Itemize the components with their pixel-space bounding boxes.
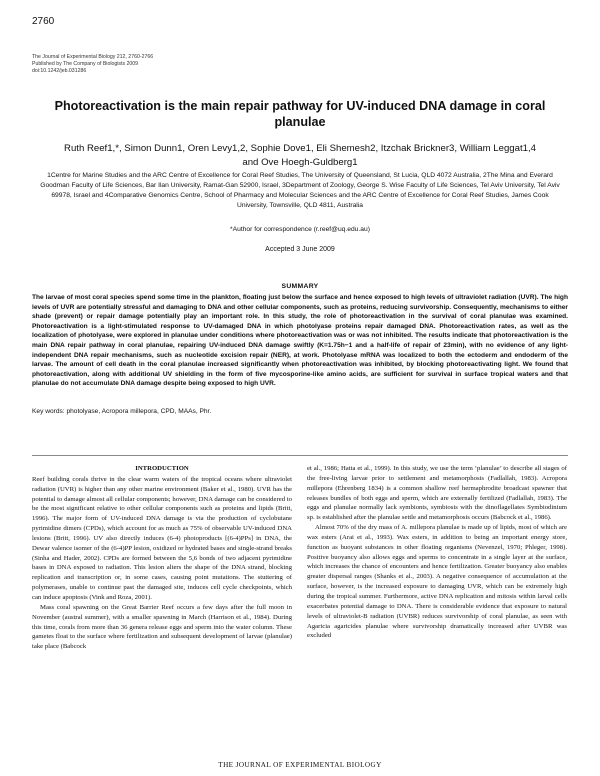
intro-paragraph-4: Almost 70% of the dry mass of A. millepora planulae is made up of lipids, most of which are wax esters (Arai et al., 1993). Wax esters, in addition to being an important energy store, function as buoyant substances in other floating organisms (Nevenzel, 1970; Phleger, 1998). Positive buoyancy also allows eggs and sperms to concentrate in a single layer at the surface, which increases the chance of encounters and hence fertilization. Greater buoyancy also enables greater dispersal ranges (Shanks et al., 2003). A negative consequence of accumulation at the surface, however, is the increased exposure to damaging UVR, which can be extremely high during the tropical summer. Furthermore, active DNA replication and mitosis within larval cells exacerbates potential damage to DNA. There is considerable evidence that exposure to natural levels of ultraviolet-B radiation (UVBR) reduces survivorship of coral planulae, as seen with Agaricia agaricides planulae where survivorship dramatically increased after UVBR was excluded — [307, 524, 567, 640]
journal-citation: The Journal of Experimental Biology 212, 2760-2766 — [32, 54, 154, 60]
page-number: 2760 — [32, 16, 55, 27]
correspondence: *Author for correspondence (r.reef@uq.edu.au) — [230, 226, 370, 233]
author-list — [40, 142, 560, 170]
intro-paragraph-1: Reef building corals thrive in the clear warm waters of the tropical oceans where ultraviolet radiation (UVR) is higher than any other marine environment (Baker et al., 1980). UVR has the potential to damage almost all cellular components; however, DNA damage can be considered to be the most significant relative to other cellular components such as proteins and lipids (Britt, 1996). The major form of UV-induced DNA damage is via the production of cyclobutane pyrimidine dimers (CPDs), which account for as much as 75% of observable UV-induced DNA lesions (Britt, 1996). UV also directly induces (6-4) photoproducts [(6-4)PPs] in DNA, the Dewar valence isomer of the (6-4)PP lesion, oxidized or hydrated bases and single-strand breaks (Sinha and Hader, 2002). CPDs are formed between the 5,6 bonds of two adjacent pyrimidine bases in DNA exposed to radiation. This lesion alters the shape of the DNA strand, blocking replication and transcription or, in some cases, causing point mutations. The stuttering of polymerases, unable to continue past the damaged site, induces cell cycle checkpoints, which can induce apoptosis (Vink and Roza, 2001). — [32, 475, 292, 601]
author-line-2: and Ove Hoegh-Guldberg1 — [242, 157, 358, 168]
journal-publisher: Published by The Company of Biologists 2009 — [32, 61, 139, 67]
intro-paragraph-3: et al., 1986; Hatta et al., 1999). In this study, we use the term ‘planulae’ to describe all stages of the free-living larvae prior to settlement and metamorphosis (Fadlallah, 1983). Acropora millepora (Ehrenberg 1834) is a common shallow reef hermaphrodite broadcast spawner that releases bundles of both eggs and sperm, which are externally fertilized (Fadlallah, 1983). The eggs and planulae normally lack symbionts, symbiosis with the dinoflagellates Symbiodinium sp. is established after the planulae settle and metamorphosis occurs (Babcock et al., 1986). — [307, 465, 567, 522]
section-divider — [32, 455, 568, 456]
author-line-1: Ruth Reef1,*, Simon Dunn1, Oren Levy1,2, Sophie Dove1, Eli Shemesh2, Itzchak Brickner3, William Leggat1,4 — [64, 143, 536, 154]
summary-text: The larvae of most coral species spend some time in the plankton, floating just below the surface and hence exposed to high levels of ultraviolet radiation (UVR). The high levels of UVR are potentially stressful and damaging to DNA and other cellular components, such as proteins, reducing survivorship. Consequently, mechanisms to either shade (prevent) or repair damage potentially play an important role. In this study, the role of photoreactivation in the survival of coral planulae was examined. Photoreactivation is a light-stimulated response to UV-damaged DNA in which photolyase proteins repair damaged DNA. Photoreactivation rates, as well as the localization of photolyase, were explored in planulae under conditions where photoreactivation was or was not inhibited. The results indicate that photoreactivation is the main DNA repair pathway in coral planulae, repairing UV-induced DNA damage swiftly (K=1.75h−1 and a half-life of repair of 23min), with no evidence of any light-independent DNA repair mechanisms, such as nucleotide excision repair (NER), at work. Photolyase mRNA was localized to both the ectoderm and endoderm of the larvae. The amount of cell death in the coral planulae increased significantly when photoreactivation was inhibited, by blocking photoreactivating light. We found that photoreactivation, along with additional UV shielding in the form of five mycosporine-like amino acids, are sufficient for survival in surface tropical waters and that planulae do not accumulate DNA damage despite being exposed to high UVR. — [32, 294, 568, 388]
introduction-heading: INTRODUCTION — [135, 465, 189, 472]
accepted-date: Accepted 3 June 2009 — [265, 246, 335, 253]
keywords: Key words: photolyase, Acropora millepora, CPD, MAAs, Phr. — [32, 408, 212, 415]
journal-info — [32, 54, 153, 75]
affiliations: 1Centre for Marine Studies and the ARC Centre of Excellence for Coral Reef Studies, The University of Queensland, St Lucia, QLD 4072 Australia, 2The Mina and Everard Goodman Faculty of Life Sciences, Bar Ilan University, Ramat-Gan 52900, Israel, 3Department of Zoology, George S. Wise Faculty of Life Sciences, Tel Aviv University, Tel Aviv 69978, Israel and 4Comparative Genomics Centre, School of Pharmacy and Molecular Sciences and the ARC Centre of Excellence for Coral Reef Studies, James Cook University, Townsville, QLD 4811, Australia — [40, 172, 560, 209]
summary-heading: SUMMARY — [281, 283, 319, 290]
left-column — [32, 464, 292, 652]
article-title: Photoreactivation is the main repair pathway for UV-induced DNA damage in coral planulae — [54, 99, 546, 129]
journal-doi: doi:10.1242/jeb.031286 — [32, 68, 87, 74]
intro-paragraph-2: Mass coral spawning on the Great Barrier Reef occurs a few days after the full moon in November (austral summer), with a smaller spawning in March (Harrison et al., 1984). During this time, corals from more than 36 genera release eggs and sperm into the water column. These gametes float to the surface where fertilization and subsequent development of larvae (planulae) take place (Babcock — [32, 603, 292, 651]
journal-footer: THE JOURNAL OF EXPERIMENTAL BIOLOGY — [218, 761, 382, 769]
right-column — [307, 464, 567, 641]
